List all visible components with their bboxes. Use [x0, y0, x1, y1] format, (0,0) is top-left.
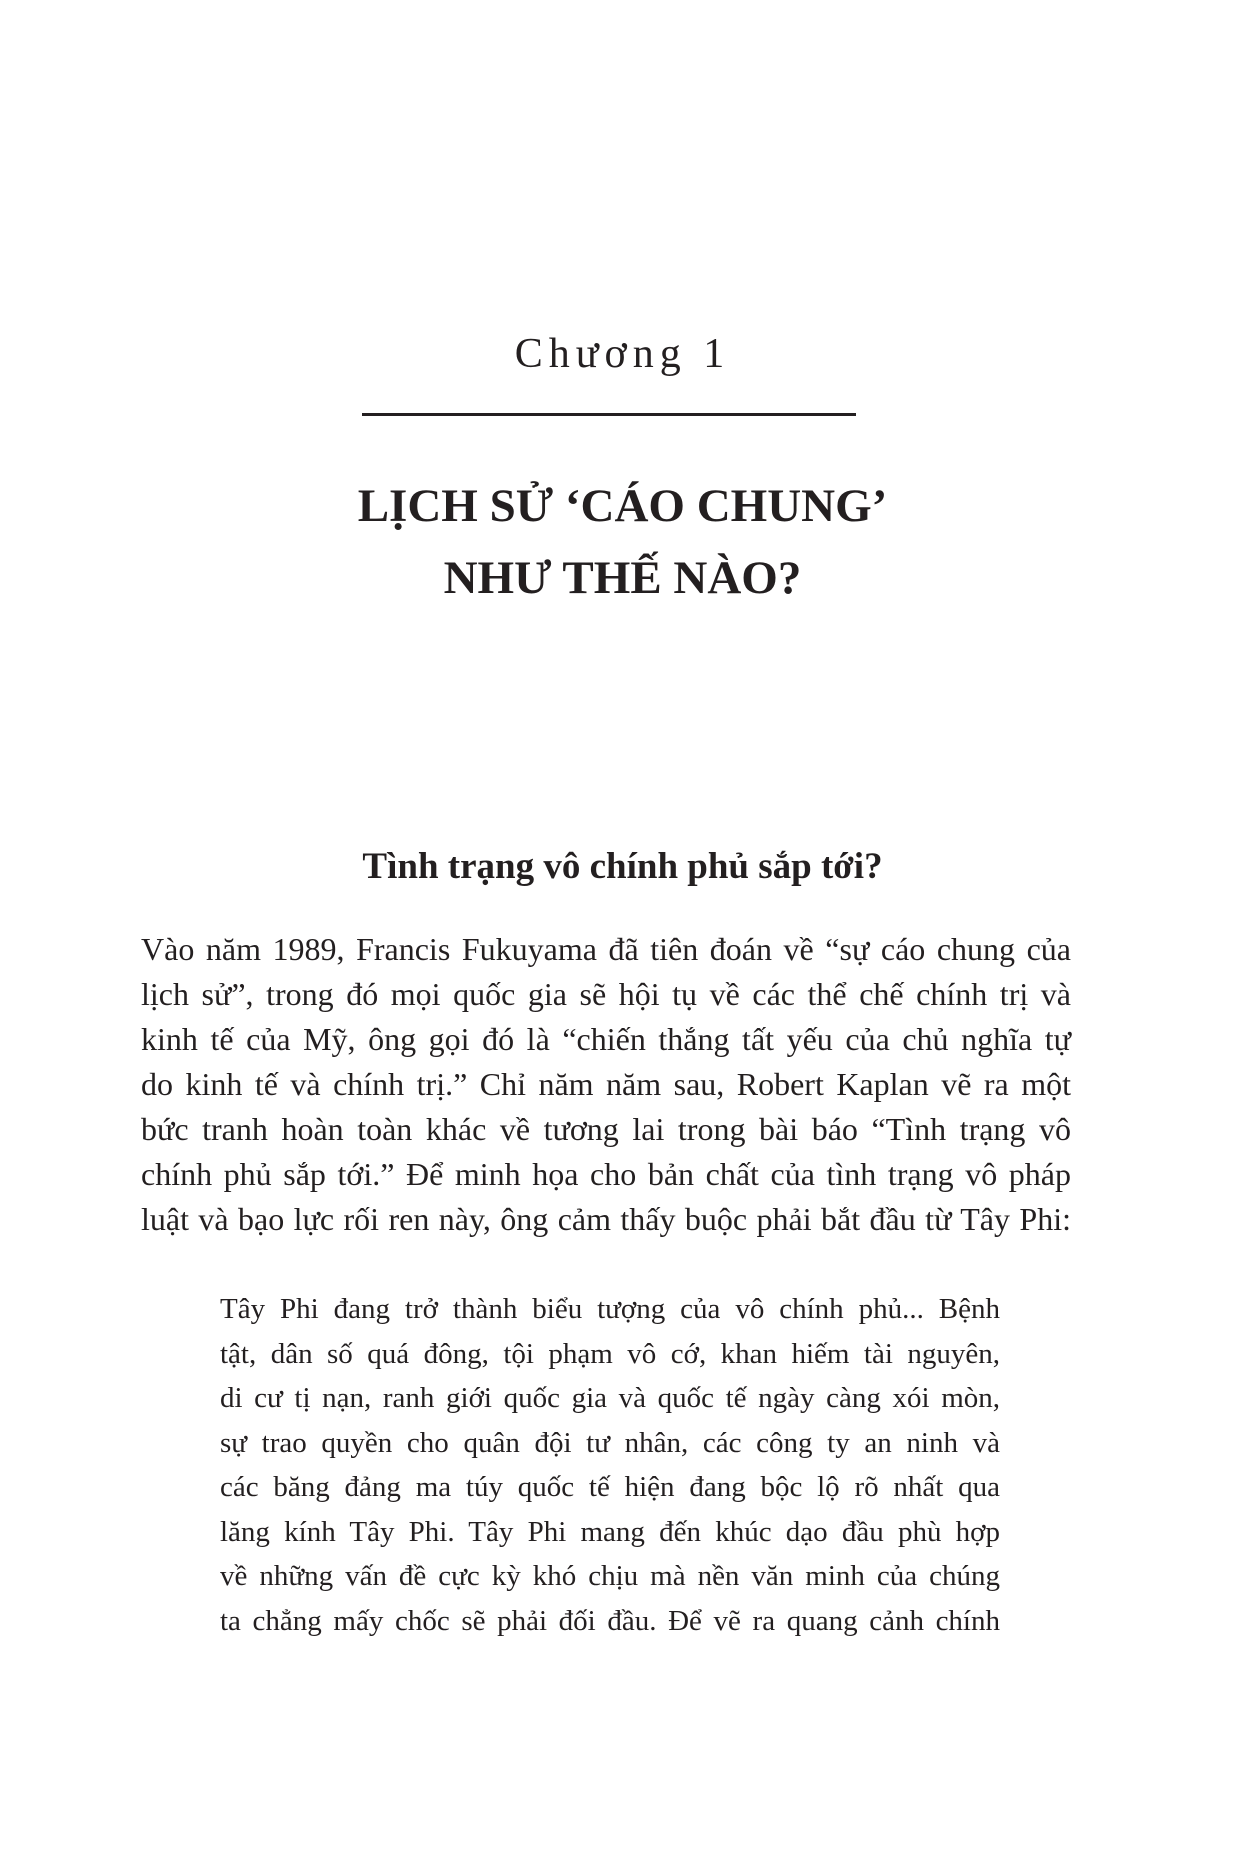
body-paragraph [141, 927, 1071, 1242]
quote-line: về những vấn đề cực kỳ khó chịu mà nền văn minh của chúng [220, 1560, 1000, 1592]
quote-line: sự trao quyền cho quân đội tư nhân, các công ty an ninh và [220, 1426, 1000, 1459]
quote-line: các băng đảng ma túy quốc tế hiện đang bộc lộ rõ nhất qua [220, 1471, 1000, 1503]
block-quote [220, 1287, 1000, 1643]
body-line: kinh tế của Mỹ, ông gọi đó là “chiến thắng tất yếu của chủ nghĩa tự [141, 1021, 1071, 1057]
chapter-label: Chương 1 [514, 331, 731, 377]
chapter-title-line: NHƯ THẾ NÀO? [443, 552, 802, 604]
section-heading: Tình trạng vô chính phủ sắp tới? [362, 846, 883, 887]
body-line: chính phủ sắp tới.” Để minh họa cho bản chất của tình trạng vô pháp [141, 1156, 1071, 1192]
chapter-divider [362, 413, 856, 416]
quote-line: Tây Phi đang trở thành biểu tượng của vô chính phủ... Bệnh [220, 1293, 1000, 1325]
body-line: do kinh tế và chính trị.” Chỉ năm năm sau, Robert Kaplan vẽ ra một [141, 1066, 1071, 1102]
quote-line: ta chẳng mấy chốc sẽ phải đối đầu. Để vẽ ra quang cảnh chính [220, 1604, 1000, 1637]
quote-line: lăng kính Tây Phi. Tây Phi mang đến khúc dạo đầu phù hợp [220, 1515, 1000, 1548]
body-line: bức tranh hoàn toàn khác về tương lai trong bài báo “Tình trạng vô [141, 1111, 1071, 1147]
chapter-title-line: LỊCH SỬ ‘CÁO CHUNG’ [357, 480, 888, 532]
chapter-title [0, 470, 1245, 614]
quote-line: tật, dân số quá đông, tội phạm vô cớ, khan hiếm tài nguyên, [220, 1337, 1000, 1370]
body-line: luật và bạo lực rối ren này, ông cảm thấy buộc phải bắt đầu từ Tây Phi: [141, 1201, 1071, 1237]
body-line: Vào năm 1989, Francis Fukuyama đã tiên đoán về “sự cáo chung của [141, 931, 1071, 967]
quote-line: di cư tị nạn, ranh giới quốc gia và quốc tế ngày càng xói mòn, [220, 1382, 1000, 1414]
body-line: lịch sử”, trong đó mọi quốc gia sẽ hội tụ về các thể chế chính trị và [141, 976, 1071, 1012]
